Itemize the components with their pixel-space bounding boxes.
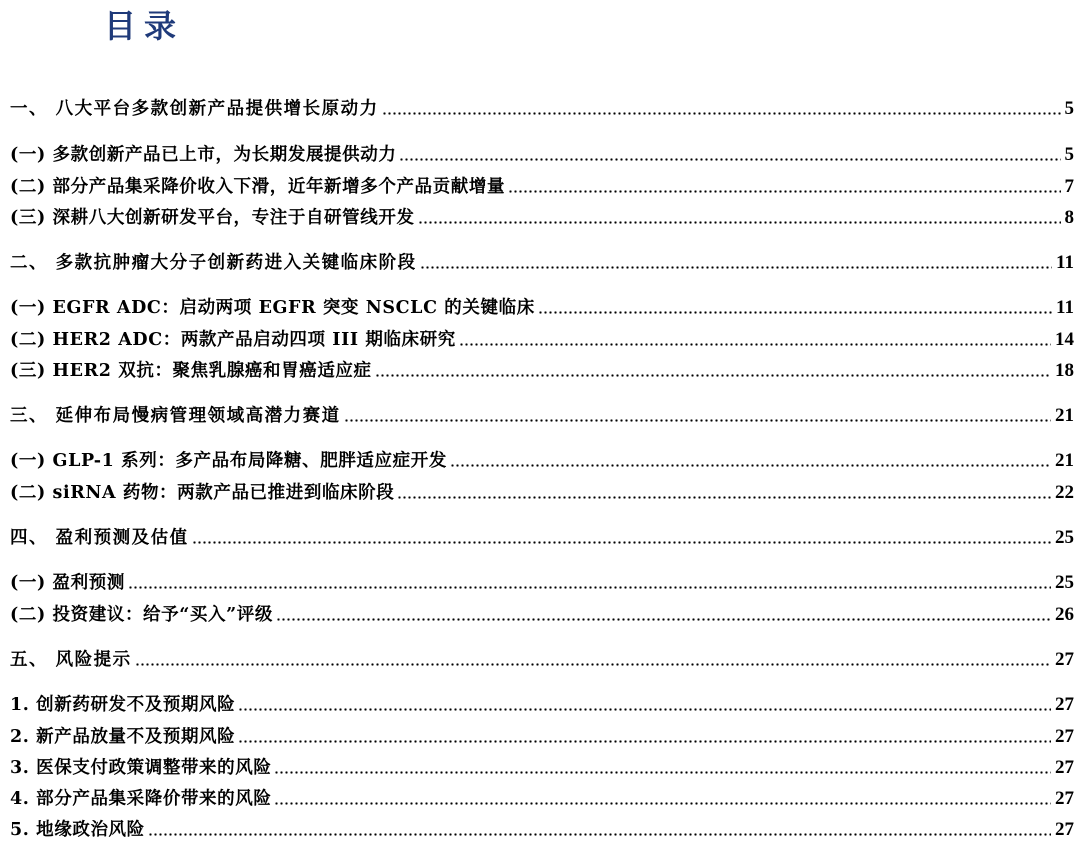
toc-page-number: 22 <box>1055 482 1074 503</box>
dot-leader <box>238 708 1051 711</box>
toc-entry-label: 4. 部分产品集采降价带来的风险 <box>10 789 272 809</box>
dot-leader <box>450 464 1051 467</box>
dot-leader <box>508 190 1060 193</box>
toc-entry-label: 三、 延伸布局慢病管理领域高潜力赛道 <box>10 406 341 426</box>
toc-entry-2-2[interactable] <box>10 327 1074 353</box>
toc-page-number: 26 <box>1055 604 1074 625</box>
dot-leader <box>418 221 1061 224</box>
toc-page-number: 8 <box>1064 207 1074 228</box>
toc-page-number: 21 <box>1055 450 1074 471</box>
toc-page-number: 7 <box>1064 176 1074 197</box>
toc-entry-5-3[interactable] <box>10 755 1074 781</box>
toc-page-number: 5 <box>1064 144 1074 165</box>
toc-entry-section-3[interactable] <box>10 403 1074 429</box>
toc-entry-section-1[interactable] <box>10 96 1074 122</box>
toc-entry-label: (三) 深耕八大创新研发平台，专注于自研管线开发 <box>10 208 415 228</box>
toc-entry-label: 1. 创新药研发不及预期风险 <box>10 695 236 715</box>
toc-entry-5-4[interactable] <box>10 786 1074 812</box>
dot-leader <box>399 158 1060 161</box>
toc-page-number: 11 <box>1056 252 1074 273</box>
toc-entry-label: (一) EGFR ADC：启动两项 EGFR 突变 NSCLC 的关键临床 <box>10 298 535 318</box>
dot-leader <box>375 374 1051 377</box>
toc-entry-label: 一、 八大平台多款创新产品提供增长原动力 <box>10 99 379 119</box>
toc-entry-label: (一) GLP-1 系列：多产品布局降糖、肥胖适应症开发 <box>10 451 447 471</box>
toc-page-number: 27 <box>1055 694 1074 715</box>
toc-entry-5-1[interactable] <box>10 692 1074 718</box>
toc-entry-1-2[interactable] <box>10 174 1074 200</box>
dot-leader <box>276 618 1051 621</box>
toc-entry-label: (二) HER2 ADC：两款产品启动四项 III 期临床研究 <box>10 330 456 350</box>
toc-entry-4-1[interactable] <box>10 570 1074 596</box>
toc-page-number: 27 <box>1055 788 1074 809</box>
dot-leader <box>420 266 1052 269</box>
toc-page-number: 18 <box>1055 360 1074 381</box>
toc-entry-label: 五、 风险提示 <box>10 650 132 670</box>
dot-leader <box>397 496 1051 499</box>
toc-page-number: 27 <box>1055 726 1074 747</box>
toc-entry-label: (一) 多款创新产品已上市，为长期发展提供动力 <box>10 145 397 165</box>
toc-page-number: 21 <box>1055 405 1074 426</box>
toc-entry-section-2[interactable] <box>10 250 1074 276</box>
toc-page-number: 27 <box>1055 649 1074 670</box>
toc-entry-2-3[interactable] <box>10 358 1074 384</box>
toc-entry-5-5[interactable] <box>10 817 1074 843</box>
toc-entry-4-2[interactable] <box>10 602 1074 628</box>
dot-leader <box>192 541 1051 544</box>
dot-leader <box>344 419 1051 422</box>
toc-entry-label: 3. 医保支付政策调整带来的风险 <box>10 758 272 778</box>
dot-leader <box>538 311 1052 314</box>
toc-entry-label: (三) HER2 双抗：聚焦乳腺癌和胃癌适应症 <box>10 361 372 381</box>
toc-page-number: 27 <box>1055 819 1074 840</box>
toc-page-number: 25 <box>1055 572 1074 593</box>
dot-leader <box>135 663 1051 666</box>
dot-leader <box>274 802 1051 805</box>
dot-leader <box>459 343 1051 346</box>
toc-entry-label: (二) 部分产品集采降价收入下滑，近年新增多个产品贡献增量 <box>10 177 506 197</box>
page-title: 目录 <box>104 7 185 45</box>
dot-leader <box>148 833 1051 836</box>
toc-entry-label: 二、 多款抗肿瘤大分子创新药进入关键临床阶段 <box>10 253 417 273</box>
dot-leader <box>128 586 1051 589</box>
toc-page-number: 11 <box>1056 297 1074 318</box>
toc-page-number: 25 <box>1055 527 1074 548</box>
toc-entry-1-1[interactable] <box>10 142 1074 168</box>
toc-entry-label: (一) 盈利预测 <box>10 573 125 593</box>
toc-entry-label: 2. 新产品放量不及预期风险 <box>10 727 236 747</box>
dot-leader <box>382 112 1061 115</box>
toc-entry-5-2[interactable] <box>10 724 1074 750</box>
toc-entry-label: (二) 投资建议：给予“买入”评级 <box>10 605 273 625</box>
toc-entry-1-3[interactable] <box>10 205 1074 231</box>
dot-leader <box>274 771 1051 774</box>
toc-page-number: 27 <box>1055 757 1074 778</box>
toc-entry-label: 四、 盈利预测及估值 <box>10 528 189 548</box>
toc-entry-label: 5. 地缘政治风险 <box>10 820 145 840</box>
toc-entry-section-5[interactable] <box>10 647 1074 673</box>
toc-entry-section-4[interactable] <box>10 525 1074 551</box>
toc-page-number: 14 <box>1055 329 1074 350</box>
dot-leader <box>238 740 1051 743</box>
toc-page-number: 5 <box>1064 98 1074 119</box>
toc-entry-3-1[interactable] <box>10 448 1074 474</box>
toc-entry-2-1[interactable] <box>10 295 1074 321</box>
toc-entry-label: (二) siRNA 药物：两款产品已推进到临床阶段 <box>10 483 395 503</box>
toc-entry-3-2[interactable] <box>10 480 1074 506</box>
